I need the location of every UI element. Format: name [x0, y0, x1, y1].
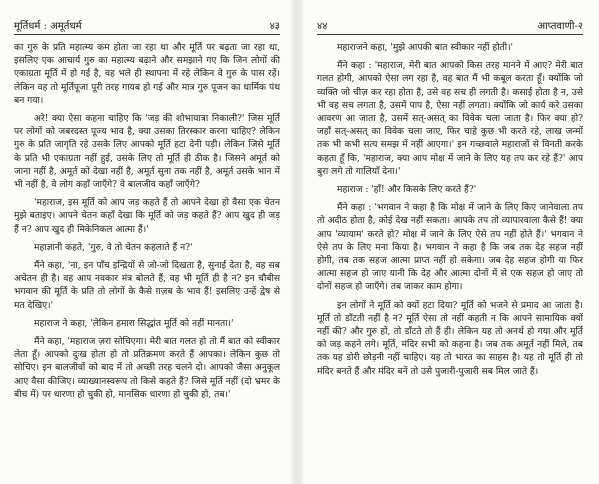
- right-page-header: [317, 14, 583, 35]
- left-page-number: ४३: [269, 21, 280, 32]
- left-page-header: [14, 14, 280, 35]
- paragraph: 'महाराज, इस मूर्ति को आप जड़ कहते हैं तो आपने देखा हो वैसा एक चेतन मुझे बताइए। आपने चेतन कहाँ देखा कि मूर्ति को जड़ कहते हैं? आप खुद ही जड़ हैं न? आप खुद ही मिकेनिकल आत्मा हैं।': [14, 198, 280, 235]
- paragraph: का गुरु के प्रति महात्म्य कम होता जा रहा था और मूर्ति पर बढ़ता जा रहा था, इसलिए एक आचार्य गुरु का महात्म्य बढ़ाने और समझाने गए कि जिन लोगों की एकाग्रता मूर्ति में हो गई है, वह भले ही स्थापना में रहे लेकिन वे गुरु के पास रहें। लेकिन वह तो मूर्तिपूजा पूरी तरह गायब हो गई और मात्र गुरु पूजन का धार्मिक पंथ बन गया।: [14, 43, 280, 106]
- paragraph: अरे! क्या ऐसा कहना चाहिए कि 'जड़ की शोभायात्रा निकाली?' जिस मूर्ति पर लोगों को जबरदस्त पूज्य भाव है, क्या उसका तिरस्कार करना चाहिए? लेकिन गुरु के प्रति जागृति रहे उसके लिए आपको मूर्ति हटा देनी पड़ी। लेकिन जिसे मूर्ति के प्रति भी एकाग्रता नहीं हुई, उसके लिए तो मूर्ति ही ठीक है। जिसने अमूर्त को जाना नहीं है, अमूर्त को देखा नहीं है, अमूर्त सुना तक नहीं है, अमूर्त उसके भान में भी नहीं है, वे लोग कहाँ जाएँगे? वे बालजीव कहाँ जाएँगे?: [14, 114, 280, 191]
- right-page-body: [317, 42, 583, 379]
- paragraph: महाराज : 'हाँ! और किसके लिए करते हैं?': [337, 185, 477, 196]
- paragraph: मैंने कहा : 'महाराज, मेरी बात आपको किस तरह मानने में आए? मेरी बात गलत होगी, आपको ऐसा लग रहा है, वह बात मैं भी कबूल करता हूँ। क्योंकि जो व्यक्ति जो चीज़ कर रहा होता है, उसे वह सच ही लगती है। कसाई होता है न, उसे भी वह सच लगता है, उसमें पाप है, ऐसा नहीं लगता। क्योंकि जो कार्य करे उसका आवरण आ जाता है, उसमें सत्-असत् का विवेक चला जाता है। फिर क्या हो? जहाँ सत्-असत् का विवेक चला जाए, फिर चाहे कुछ भी करते रहे, लाख जन्मों तक भी कभी सत्य समझ में नहीं आएगा।' इन गच्छवाले महाराजों से विनती करके कहता हूँ कि, 'महाराज, क्या आप मोक्ष में जाने के लिए यह तप कर रहे हैं?' आप बुरा लगे तो गालियाँ देना।': [317, 61, 583, 177]
- right-page-number: ४४: [317, 21, 328, 32]
- right-header-title: आप्तवाणी-२: [537, 21, 583, 32]
- paragraph: मैंने कहा, 'महाराज ज़रा सोचिएगा। मेरी बात गलत हो तो मैं बात को स्वीकार लेता हूँ। आपको दुःख होता हो तो प्रतिक्रमण करते हैं आपका। लेकिन कुछ तो सोचिए। इन बालजीवों को बाद में तो अच्छी तरह चलने दो। आपको जैसा अनुकूल आए वैसा कीजिए। व्याख्यानस्वरूप तो किसे कहते हैं? जिसे मूर्ति नहीं (दो भ्रमर के बीच में) पर धारणा हो चुकी हो, मानसिक धारणा हो चुकी हो, तब।': [14, 337, 280, 400]
- paragraph: महाराज ने कहा, 'लेकिन हमारा सिद्धांत मूर्ति को नहीं मानता।': [34, 318, 234, 329]
- left-header-title: मूर्तिधर्म : अमूर्तधर्म: [14, 21, 82, 32]
- paragraph: मैंने कहा : 'भगवान ने कहा है कि मोक्ष में जाने के लिए किए जानेवाला तप तो अदीठ होता है, कोई देख नहीं सकता। आपके तप तो व्यापारवाला कैसे हैं! क्या आप 'व्यायाम' करते हो? मोक्ष में जाने के लिए ऐसे तप नहीं होते हैं।' भगवान ने ऐसे तप के लिए मना किया है। भगवान ने कहा है कि जब तक देह सहज नहीं होगी, तब तक सहज आत्मा प्राप्त नहीं हो सकेगा। जब देह सहज होगी या फिर आत्मा सहज हो जाए यानी कि देह और आत्मा दोनों में से एक सहज हो जाए तो दोनों सहज हो जाएँगे। तब जाकर काम होगा।: [317, 203, 583, 293]
- paragraph: इन लोगों ने मूर्ति को क्यों हटा दिया? मूर्ति को भजने से प्रमाद आ जाता है। मूर्ति तो डाँटती नहीं है न? मूर्ति ऐसा तो नहीं कहती न कि आपने सामायिक क्यों नहीं की? और गुरु हों, तो डाँटते तो हैं ही। लेकिन यह तो अनर्थ हो गया और मूर्ति को जड़ कहने लगे। मूर्ति, मंदिर सभी को कहना है। जब तक अमूर्त नहीं मिले, तब तक यह डोरी छोड़नी नहीं चाहिए। यह तो भारत का साहस है। यह तो मूर्ति ही तो मंदिर बनते हैं और मंदिर बनें तो उसे पुजारी-पुजारी सब मिल जाते हैं।: [317, 300, 583, 377]
- paragraph: महाराजने कहा, 'मुझे आपकी बात स्वीकार नहीं होती।': [337, 43, 514, 53]
- book-gutter: [291, 0, 303, 484]
- paragraph: मैंने कहा, 'ना, इन पाँच इन्द्रियों से जो-जो दिखता है, सुनाई देता है, वह सब अचेतन ही है। वह आप नवकार मंत्र बोलते हैं, वह भी मूर्ति ही है न? इन चौबीस भगवान की मूर्ति के प्रति तो लोगों के कैसे ग़ज़ब के भाव हैं! इसलिए उन्हें द्वेष से मत देखिए।': [14, 261, 280, 311]
- left-page: [0, 0, 288, 484]
- left-page-body: [14, 42, 280, 402]
- right-page: [305, 0, 593, 484]
- paragraph: महाज्ञानी कहते, 'गुरु, वे तो चेतन कहलाते हैं न?': [34, 242, 193, 253]
